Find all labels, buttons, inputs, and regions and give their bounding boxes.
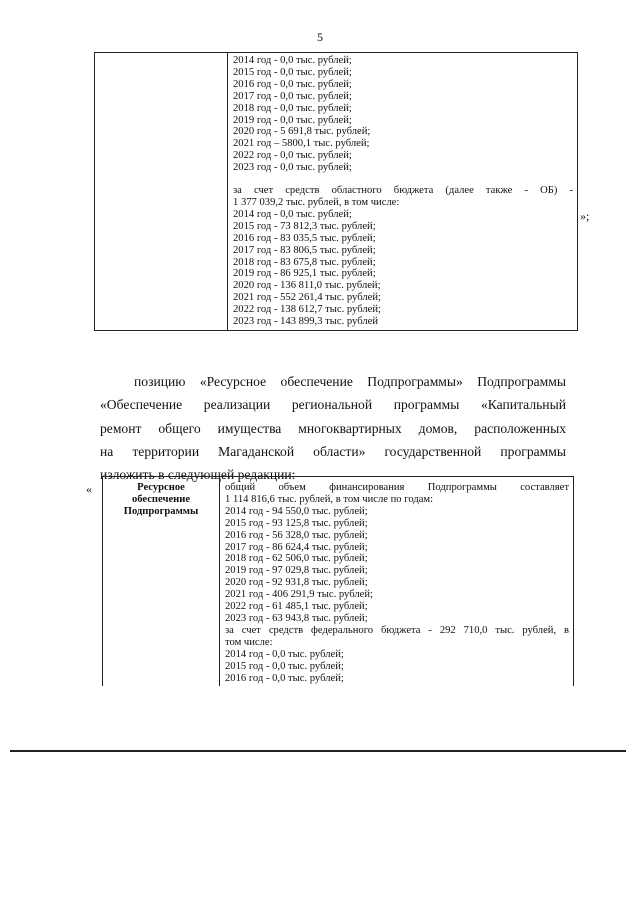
total-funding-amount: 1 114 816,6 тыс. рублей, в том числе по годам: [225, 493, 434, 505]
table1-content-cell [228, 53, 578, 331]
regional-budget-total: 1 377 039,2 тыс. рублей, в том числе: [233, 196, 400, 208]
funding-line: 2017 год - 0,0 тыс. рублей; [233, 90, 352, 102]
heading-line: Ресурсное [137, 482, 185, 493]
funding-line: 2022 год - 0,0 тыс. рублей; [233, 150, 352, 162]
funding-line: 2023 год - 0,0 тыс. рублей; [233, 162, 352, 174]
federal-budget-intro: за счет средств федерального бюджета - 292 710,0 тыс. рублей, в [225, 624, 569, 636]
paragraph-line: ремонт общего имущества многоквартирных домов, расположенных [100, 420, 566, 436]
funding-line: 2017 год - 83 806,5 тыс. рублей; [233, 244, 376, 256]
resource-provision-content [220, 477, 574, 687]
funding-table-continued [94, 52, 578, 331]
funding-line: 2016 год - 83 035,5 тыс. рублей; [233, 232, 376, 244]
funding-line: 2020 год - 136 811,0 тыс. рублей; [233, 280, 381, 292]
paragraph-line: на территории Магаданской области» государственной программы [100, 443, 566, 459]
page-bottom-rule [10, 750, 626, 752]
heading-line: Подпрограммы [123, 506, 199, 517]
funding-line: 2019 год - 86 925,1 тыс. рублей; [233, 268, 376, 280]
closing-quote: »; [580, 209, 590, 223]
amendment-paragraph [100, 370, 566, 486]
resource-provision-heading [103, 477, 220, 687]
funding-line: 2014 год - 0,0 тыс. рублей; [225, 648, 344, 660]
page-number: 5 [317, 30, 323, 44]
paragraph-line: позицию «Ресурсное обеспечение Подпрограммы» Подпрограммы [134, 374, 566, 389]
paragraph-line: «Обеспечение реализации региональной программы «Капитальный [100, 397, 566, 413]
funding-line: 2015 год - 0,0 тыс. рублей; [225, 660, 344, 672]
regional-budget-intro: за счет средств областного бюджета (далее также - ОБ) - [233, 185, 573, 197]
funding-line: 2015 год - 93 125,8 тыс. рублей; [225, 517, 368, 529]
total-funding-intro: общий объем финансирования Подпрограммы составляет [225, 482, 569, 493]
funding-line: 2018 год - 83 675,8 тыс. рублей; [233, 256, 376, 268]
funding-line: 2015 год - 73 812,3 тыс. рублей; [233, 220, 376, 232]
funding-line: 2015 год - 0,0 тыс. рублей; [233, 66, 352, 78]
opening-quote: « [86, 482, 92, 496]
funding-line: 2019 год - 97 029,8 тыс. рублей; [225, 565, 368, 577]
heading-line: обеспечение [131, 494, 191, 505]
funding-line: 2016 год - 0,0 тыс. рублей; [233, 78, 352, 90]
funding-line: 2022 год - 138 612,7 тыс. рублей; [233, 304, 381, 316]
funding-line: 2020 год - 5 691,8 тыс. рублей; [233, 126, 371, 138]
funding-line: 2014 год - 0,0 тыс. рублей; [233, 55, 352, 66]
paragraph-line: изложить в следующей редакции: [100, 467, 296, 483]
funding-line: 2019 год - 0,0 тыс. рублей; [233, 114, 352, 126]
funding-line: 2021 год - 406 291,9 тыс. рублей; [225, 589, 373, 601]
funding-line: 2020 год - 92 931,8 тыс. рублей; [225, 577, 368, 589]
federal-budget-intro-cont: том числе: [225, 636, 273, 648]
resource-provision-table [102, 476, 574, 686]
funding-line: 2016 год - 0,0 тыс. рублей; [225, 672, 344, 684]
funding-line: 2014 год - 0,0 тыс. рублей; [233, 208, 352, 220]
funding-line: 2017 год - 86 624,4 тыс. рублей; [225, 541, 368, 553]
table1-label-cell [95, 53, 228, 331]
funding-line: 2021 год - 552 261,4 тыс. рублей; [233, 292, 381, 304]
funding-line: 2018 год - 62 506,0 тыс. рублей; [225, 553, 368, 565]
funding-line: 2018 год - 0,0 тыс. рублей; [233, 102, 352, 114]
funding-line: 2023 год - 63 943,8 тыс. рублей; [225, 612, 368, 624]
funding-line: 2023 год - 143 899,3 тыс. рублей [233, 316, 378, 328]
funding-line: 2016 год - 56 328,0 тыс. рублей; [225, 529, 368, 541]
funding-line: 2014 год - 94 550,0 тыс. рублей; [225, 505, 368, 517]
funding-line: 2021 год – 5800,1 тыс. рублей; [233, 138, 370, 150]
funding-line: 2022 год - 61 485,1 тыс. рублей; [225, 601, 368, 613]
